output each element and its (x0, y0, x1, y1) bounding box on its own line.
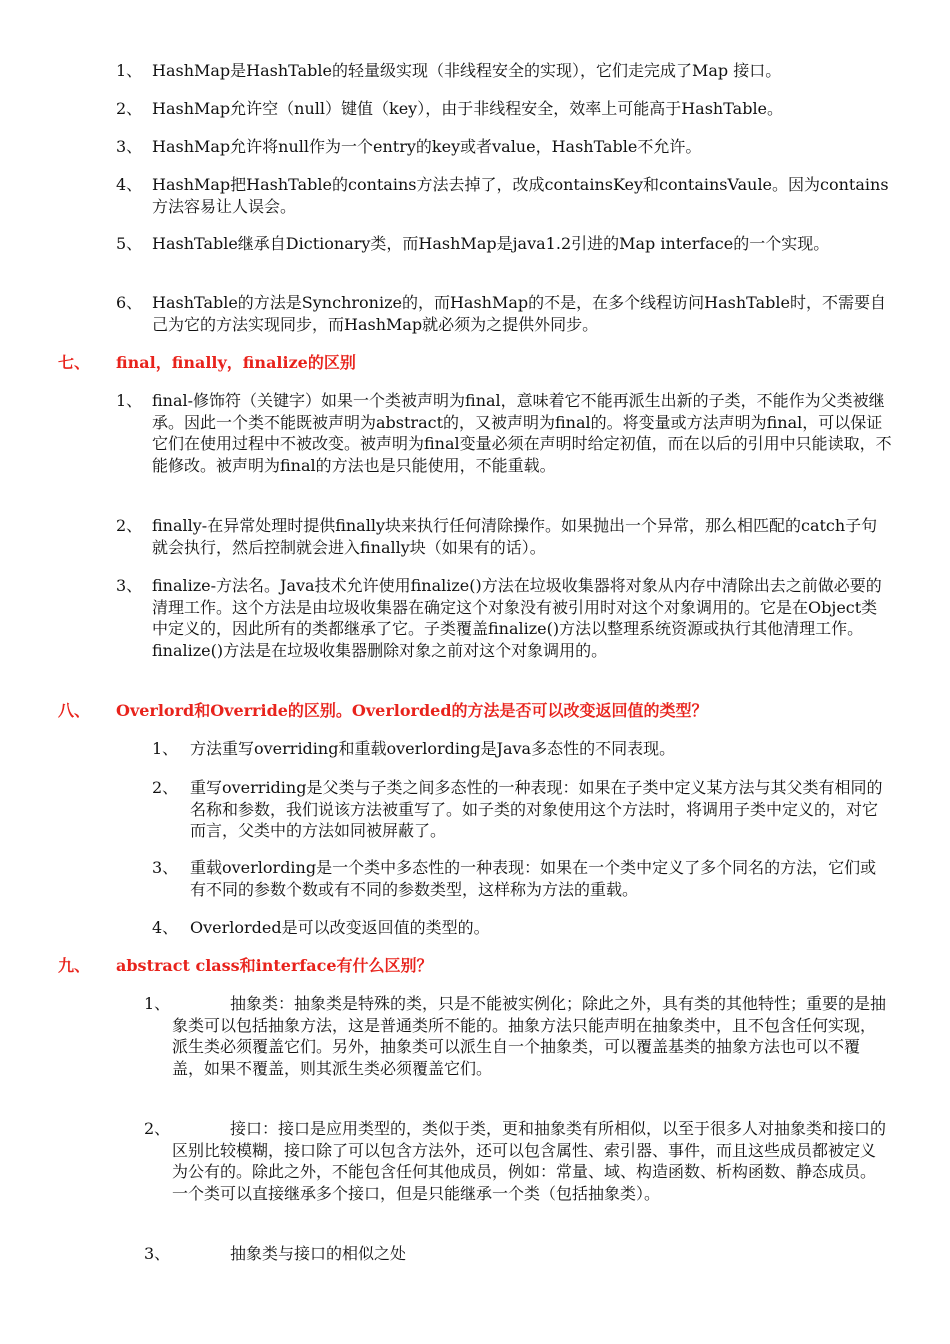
section-title: abstract class和interface有什么区别？ (116, 956, 433, 975)
item-text: finally-在异常处理时提供finally块来执行任何清除操作。如果抛出一个异常，那么相匹配的catch子句就会执行，然后控制就会进入finally块（如果有的话）。 (152, 516, 878, 557)
section-number: 八、 (58, 701, 91, 720)
item-text: final-修饰符（关键字）如果一个类被声明为final，意味着它不能再派生出新的子类，不能作为父类被继承。因此一个类不能既被声明为abstract的，又被声明为final的。将变量或方法声明为final，可以保证它们在使用过程中不被改变。被声明为final变量必须在声明时给定初值，而在以后的引用中只能读取，不能修改。被声明为final的方法也是只能使用，不能重载。 (152, 391, 892, 475)
section-heading (58, 700, 708, 722)
item-text: HashTable继承自Dictionary类，而HashMap是java1.2引进的Map interface的一个实现。 (152, 234, 830, 253)
item-number: 2、 (144, 1119, 171, 1138)
section-number: 九、 (58, 956, 91, 975)
item-text: 重写overriding是父类与子类之间多态性的一种表现：如果在子类中定义某方法与其父类有相同的名称和参数，我们说该方法被重写了。如子类的对象使用这个方法时，将调用子类中定义的，对它而言，父类中的方法如同被屏蔽了。 (190, 778, 883, 840)
item-number: 2、 (116, 99, 143, 118)
item-number: 1、 (116, 391, 143, 410)
list-item (144, 993, 887, 1079)
section-heading (58, 955, 433, 977)
list-item (144, 1243, 887, 1265)
item-text: HashTable的方法是Synchronize的，而HashMap的不是，在多个线程访问HashTable时，不需要自己为它的方法实现同步，而HashMap就必须为之提供外同步。 (152, 293, 886, 334)
list-item (152, 738, 890, 760)
list-item (116, 60, 912, 82)
list-item (116, 515, 887, 558)
list-item (116, 575, 887, 661)
list-item (116, 174, 894, 217)
section-title: final，finally，finalize的区别 (116, 353, 356, 372)
item-text: HashMap允许空（null）键值（key），由于非线程安全，效率上可能高于HashTable。 (152, 99, 784, 118)
section-heading (58, 352, 356, 374)
list-item (116, 390, 892, 476)
item-number: 3、 (116, 137, 143, 156)
item-text: 抽象类：抽象类是特殊的类，只是不能被实例化；除此之外，具有类的其他特性；重要的是抽象类可以包括抽象方法，这是普通类所不能的。抽象方法只能声明在抽象类中，且不包含任何实现，派生类必须覆盖它们。另外，抽象类可以派生自一个抽象类，可以覆盖基类的抽象方法也可以不覆盖，如果不覆盖，则其派生类必须覆盖它们。 (172, 994, 887, 1078)
item-text: 接口：接口是应用类型的，类似于类，更和抽象类有所相似，以至于很多人对抽象类和接口的区别比较模糊，接口除了可以包含方法外，还可以包含属性、索引器、事件，而且这些成员都被定义为公有的。除此之外，不能包含任何其他成员，例如：常量、域、构造函数、析构函数、静态成员。一个类可以直接继承多个接口，但是只能继承一个类（包括抽象类）。 (172, 1119, 887, 1203)
item-number: 3、 (144, 1244, 171, 1263)
item-text: Overlorded是可以改变返回值的类型的。 (190, 918, 490, 937)
list-item (116, 233, 880, 255)
item-text: HashMap允许将null作为一个entry的key或者value，HashTable不允许。 (152, 137, 702, 156)
section-number: 七、 (58, 353, 91, 372)
list-item (152, 857, 890, 900)
item-number: 3、 (152, 858, 179, 877)
list-item (116, 98, 912, 120)
item-number: 2、 (116, 516, 143, 535)
item-number: 1、 (116, 61, 143, 80)
item-number: 6、 (116, 293, 143, 312)
list-item (116, 292, 897, 335)
item-number: 1、 (152, 739, 179, 758)
item-number: 3、 (116, 576, 143, 595)
item-number: 5、 (116, 234, 143, 253)
item-text: 方法重写overriding和重载overlording是Java多态性的不同表现。 (190, 739, 676, 758)
section-title: Overlord和Override的区别。Overlorded的方法是否可以改变返回值的类型？ (116, 701, 708, 720)
list-item (144, 1118, 887, 1204)
list-item (116, 136, 912, 158)
item-number: 2、 (152, 778, 179, 797)
item-text: HashMap是HashTable的轻量级实现（非线程安全的实现），它们走完成了Map 接口。 (152, 61, 782, 80)
item-text: HashMap把HashTable的contains方法去掉了，改成containsKey和containsVaule。因为contains方法容易让人误会。 (152, 175, 889, 216)
item-text: 抽象类与接口的相似之处 (230, 1244, 407, 1263)
list-item (152, 917, 890, 939)
item-number: 4、 (152, 918, 179, 937)
item-number: 4、 (116, 175, 143, 194)
list-item (152, 777, 890, 842)
item-text: finalize-方法名。Java技术允许使用finalize()方法在垃圾收集器将对象从内存中清除出去之前做必要的清理工作。这个方法是由垃圾收集器在确定这个对象没有被引用时对这个对象调用的。它是在Object类中定义的，因此所有的类都继承了它。子类覆盖finalize()方法以整理系统资源或执行其他清理工作。finalize()方法是在垃圾收集器删除对象之前对这个对象调用的。 (152, 576, 882, 660)
item-number: 1、 (144, 994, 171, 1013)
item-text: 重载overlording是一个类中多态性的一种表现：如果在一个类中定义了多个同名的方法，它们或有不同的参数个数或有不同的参数类型，这样称为方法的重载。 (190, 858, 877, 899)
